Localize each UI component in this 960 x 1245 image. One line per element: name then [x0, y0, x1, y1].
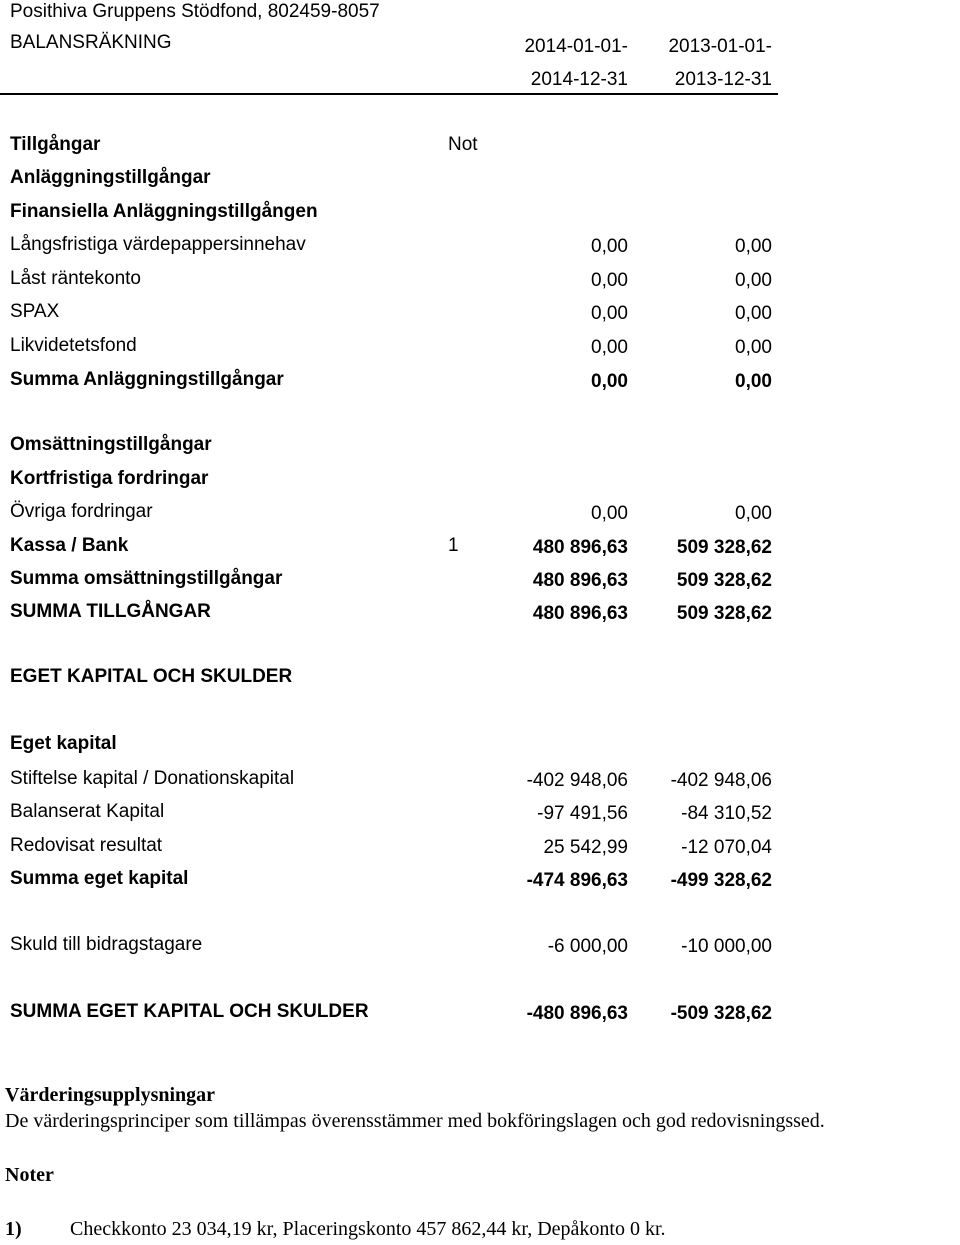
row-value-2013: -499 328,62	[670, 870, 772, 891]
row-value-2014: 0,00	[591, 270, 628, 291]
row-note: Not	[448, 134, 478, 155]
row-label: Stiftelse kapital / Donationskapital	[10, 768, 295, 789]
row-label: Summa eget kapital	[10, 868, 189, 889]
row-value-2013: 0,00	[735, 371, 772, 392]
row-value-2013: 0,00	[735, 337, 772, 358]
row-label: Likvidetetsfond	[10, 335, 137, 356]
row-value-2013: 509 328,62	[676, 570, 772, 591]
row-label: Låst räntekonto	[10, 268, 141, 289]
row-label: Skuld till bidragstagare	[10, 934, 203, 955]
valuation-text: De värderingsprinciper som tillämpas överensstämmer med bokföringslagen och god redovisningssed.	[5, 1110, 825, 1132]
row-value-2014: 0,00	[591, 337, 628, 358]
row-label: Anläggningstillgångar	[10, 167, 211, 188]
row-value-2014: 0,00	[591, 236, 628, 257]
report-title: BALANSRÄKNING	[10, 32, 172, 53]
row-value-2014: -480 896,63	[526, 1003, 628, 1024]
row-label: SPAX	[10, 301, 60, 322]
header-divider	[0, 93, 778, 95]
row-label: Balanserat Kapital	[10, 801, 165, 822]
row-value-2013: 0,00	[735, 303, 772, 324]
valuation-heading: Värderingsupplysningar	[5, 1084, 216, 1106]
row-value-2013: 0,00	[735, 503, 772, 524]
row-value-2013: -12 070,04	[681, 837, 772, 858]
row-label: SUMMA TILLGÅNGAR	[10, 601, 211, 622]
period-2014-end: 2014-12-31	[530, 69, 628, 90]
row-value-2014: 25 542,99	[543, 837, 628, 858]
row-value-2014: 0,00	[591, 371, 628, 392]
row-value-2013: 0,00	[735, 270, 772, 291]
row-value-2013: -402 948,06	[670, 770, 772, 791]
row-label: Långsfristiga värdepappersinnehav	[10, 234, 306, 255]
row-label: Omsättningstillgångar	[10, 434, 212, 455]
row-value-2014: -402 948,06	[526, 770, 628, 791]
row-value-2013: -10 000,00	[681, 936, 772, 957]
period-2014-start: 2014-01-01-	[524, 36, 628, 57]
row-value-2014: 480 896,63	[532, 570, 628, 591]
row-value-2013: 509 328,62	[676, 537, 772, 558]
row-label: Övriga fordringar	[10, 501, 153, 522]
row-value-2014: 480 896,63	[532, 603, 628, 624]
row-value-2014: -474 896,63	[526, 870, 628, 891]
org-title: Posithiva Gruppens Stödfond, 802459-8057	[10, 1, 380, 22]
row-label: Finansiella Anläggningstillgången	[10, 201, 318, 222]
note-text: Checkkonto 23 034,19 kr, Placeringskonto 457 862,44 kr, Depåkonto 0 kr.	[70, 1218, 666, 1240]
row-value-2013: 509 328,62	[676, 603, 772, 624]
row-value-2014: 0,00	[591, 503, 628, 524]
row-label: Eget kapital	[10, 733, 117, 754]
row-value-2013: 0,00	[735, 236, 772, 257]
row-label: EGET KAPITAL OCH SKULDER	[10, 666, 293, 687]
row-label: SUMMA EGET KAPITAL OCH SKULDER	[10, 1001, 369, 1022]
notes-heading: Noter	[5, 1164, 54, 1186]
row-label: Redovisat resultat	[10, 835, 163, 856]
row-note: 1	[448, 535, 459, 556]
row-value-2014: -6 000,00	[547, 936, 628, 957]
row-label: Kassa / Bank	[10, 535, 129, 556]
row-value-2014: 0,00	[591, 303, 628, 324]
row-value-2014: -97 491,56	[537, 803, 628, 824]
row-value-2013: -509 328,62	[670, 1003, 772, 1024]
period-2013-start: 2013-01-01-	[668, 36, 772, 57]
row-value-2014: 480 896,63	[532, 537, 628, 558]
row-label: Summa omsättningstillgångar	[10, 568, 283, 589]
row-label: Summa Anläggningstillgångar	[10, 369, 284, 390]
period-2013-end: 2013-12-31	[674, 69, 772, 90]
row-value-2013: -84 310,52	[681, 803, 772, 824]
note-number: 1)	[5, 1218, 22, 1240]
row-label: Tillgångar	[10, 134, 101, 155]
row-label: Kortfristiga fordringar	[10, 468, 209, 489]
